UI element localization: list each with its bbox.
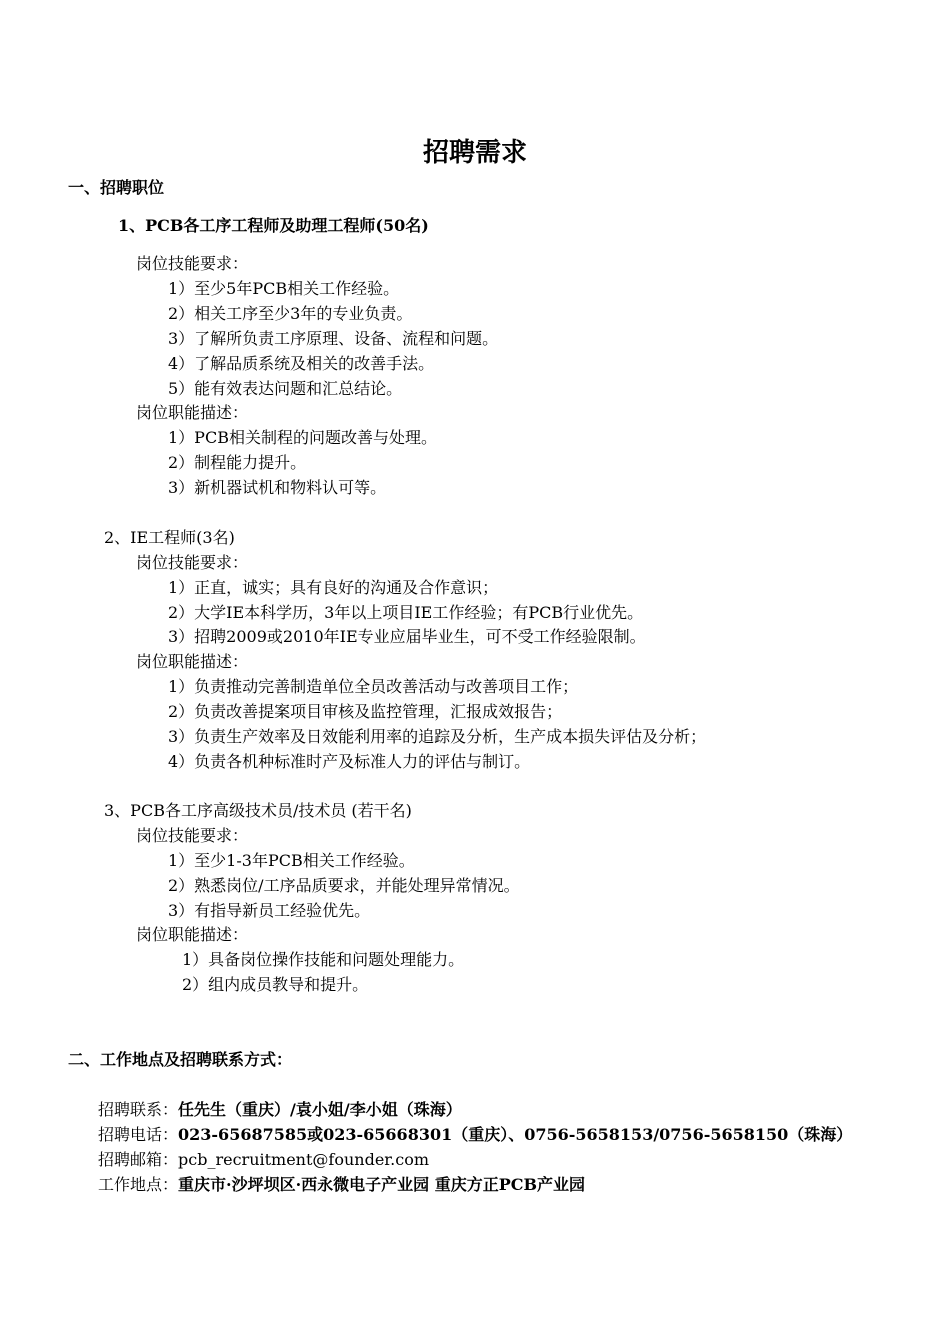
position-2-duties-label: 岗位职能描述： (136, 652, 249, 671)
position-3-skill: 1）至少1-3年PCB相关工作经验。 (168, 851, 415, 870)
position-1-skill: 5）能有效表达问题和汇总结论。 (168, 379, 403, 398)
position-3-skills-label: 岗位技能要求： (136, 826, 249, 845)
section1-heading: 一、招聘职位 (68, 178, 165, 197)
contact-row (98, 1100, 462, 1120)
position-2-skills-label: 岗位技能要求： (136, 553, 249, 572)
email-row (98, 1150, 429, 1170)
position-2-skill: 3）招聘2009或2010年IE专业应届毕业生，可不受工作经验限制。 (168, 627, 646, 646)
position-1-duty: 2）制程能力提升。 (168, 453, 307, 472)
position-1-heading: 1、PCB各工序工程师及助理工程师(50名) (118, 216, 429, 235)
position-2-skill: 1）正直，诚实；具有良好的沟通及合作意识； (168, 578, 499, 597)
position-1-duty: 3）新机器试机和物料认可等。 (168, 478, 387, 497)
position-1-skill: 1）至少5年PCB相关工作经验。 (168, 279, 400, 298)
phone-value: 023-65687585或023-65668301（重庆）、0756-5658153/0756-5658150（珠海） (178, 1125, 853, 1144)
position-3-duties-label: 岗位职能描述： (136, 925, 249, 944)
position-3-heading: 3、PCB各工序高级技术员/技术员 (若干名) (104, 801, 412, 820)
position-1-duties-label: 岗位职能描述： (136, 403, 249, 422)
location-label: 工作地点： (98, 1175, 179, 1194)
position-3-skill: 2）熟悉岗位/工序品质要求，并能处理异常情况。 (168, 876, 520, 895)
position-2-duty: 3）负责生产效率及日效能利用率的追踪及分析，生产成本损失评估及分析； (168, 727, 707, 746)
position-3-skill: 3）有指导新员工经验优先。 (168, 901, 371, 920)
phone-row (98, 1125, 852, 1145)
position-1-skill: 4）了解品质系统及相关的改善手法。 (168, 354, 435, 373)
position-2-duty: 4）负责各机种标准时产及标准人力的评估与制订。 (168, 752, 531, 771)
position-2-duty: 1）负责推动完善制造单位全员改善活动与改善项目工作； (168, 677, 579, 696)
position-1-skill: 2）相关工序至少3年的专业负责。 (168, 304, 413, 323)
location-value: 重庆市·沙坪坝区·西永微电子产业园 重庆方正PCB产业园 (178, 1175, 586, 1194)
contact-value: 任先生（重庆）/袁小姐/李小姐（珠海） (178, 1100, 462, 1119)
email-value[interactable]: pcb_recruitment@founder.com (178, 1150, 430, 1169)
position-3-duty: 2）组内成员教导和提升。 (182, 975, 369, 994)
position-2-heading: 2、IE工程师(3名) (104, 528, 235, 547)
position-1-skill: 3）了解所负责工序原理、设备、流程和问题。 (168, 329, 499, 348)
position-2-skill: 2）大学IE本科学历，3年以上项目IE工作经验；有PCB行业优先。 (168, 603, 644, 622)
position-2-duty: 2）负责改善提案项目审核及监控管理，汇报成效报告； (168, 702, 563, 721)
contact-label: 招聘联系： (98, 1100, 179, 1119)
position-1-skills-label: 岗位技能要求： (136, 254, 249, 273)
email-label: 招聘邮箱： (98, 1150, 179, 1169)
section2-heading: 二、工作地点及招聘联系方式： (68, 1050, 293, 1069)
phone-label: 招聘电话： (98, 1125, 179, 1144)
location-row (98, 1175, 585, 1195)
position-3-duty: 1）具备岗位操作技能和问题处理能力。 (182, 950, 465, 969)
position-1-duty: 1）PCB相关制程的问题改善与处理。 (168, 428, 437, 447)
page-title: 招聘需求 (422, 138, 527, 168)
